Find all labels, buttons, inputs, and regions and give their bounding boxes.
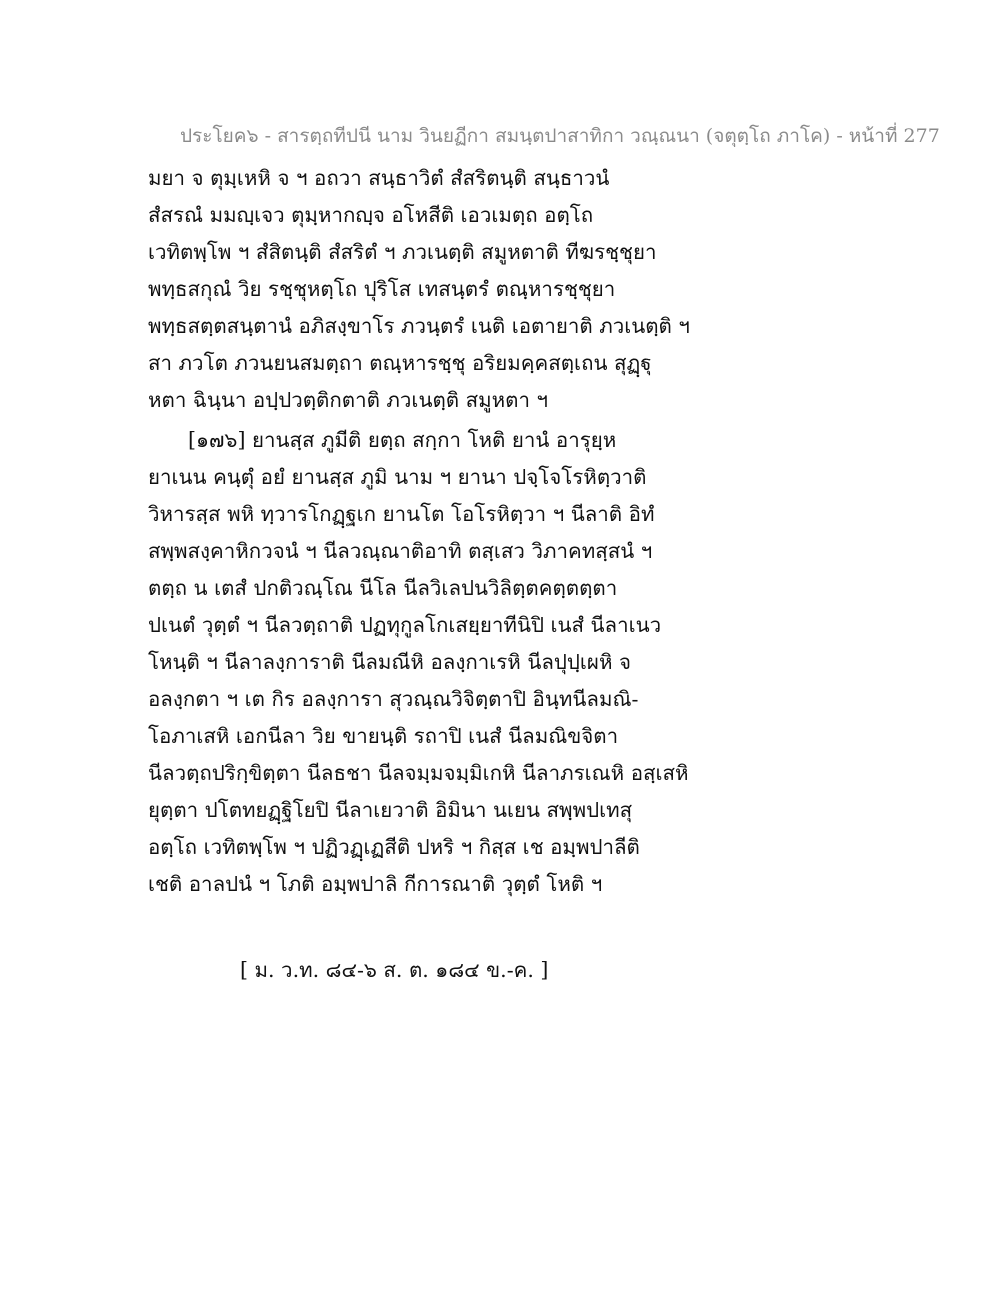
text-line: ปเนตํ วุตฺตํ ฯ นีลวตฺถาติ ปฏทุกูลโกเสยฺยาทีนิปิ เนสํ นีลาเนว — [148, 613, 662, 637]
text-line: โอภาเสหิ เอกนีลา วิย ขายนฺติ รถาปิ เนสํ นีลมณิขจิตา — [148, 724, 619, 748]
text-line: ยุตฺตา ปโตทยฏฺฐิโยปิ นีลาเยวาติ อิมินา นเยน สพฺพปเทสุ — [148, 798, 633, 822]
text-line: สพฺพสงฺคาหิกวจนํ ฯ นีลวณฺณาติอาทิ ตสฺเสว วิภาคทสฺสนํ ฯ — [148, 539, 653, 563]
reference-citation: [ ม. ว.ท. ๘๔-๖ ส. ต. ๑๘๔ ข.-ค. ] — [240, 958, 549, 982]
body-text — [148, 160, 690, 903]
text-line: นีลวตฺถปริกฺขิตฺตา นีลธชา นีลจมฺมจมฺมิเกหิ นีลาภรเณหิ อสฺเสหิ — [148, 761, 689, 785]
text-line: หตา ฉินฺนา อปฺปวตฺติกตาติ ภวเนตฺติ สมูหตา ฯ — [148, 388, 548, 412]
text-line: วิหารสฺส พหิ ทฺวารโกฏฺฐเก ยานโต โอโรหิตฺวา ฯ นีลาติ อิทํ — [148, 502, 655, 526]
text-line: อตฺโถ เวทิตพฺโพ ฯ ปฏิวฏฺเฏสีติ ปหริ ฯ กิสฺส เช อมฺพปาลีติ — [148, 835, 640, 859]
text-line: โหนฺติ ฯ นีลาลงฺการาติ นีลมณีหิ อลงฺกาเรหิ นีลปุปฺเผหิ จ — [148, 650, 631, 674]
text-line: เชติ อาลปนํ ฯ โภติ อมฺพปาลิ กีการณาติ วุตฺตํ โหติ ฯ — [148, 872, 603, 896]
text-line: สา ภวโต ภวนยนสมตฺถา ตณฺหารชฺชุ อริยมคฺคสตฺเถน สุฏฺฐุ — [148, 351, 652, 375]
text-line: เวทิตพฺโพ ฯ สํสิตนฺติ สํสริตํ ฯ ภวเนตฺติ สมูหตาติ ทีฆรชฺชุยา — [148, 240, 657, 264]
running-header: ประโยค๖ - สารตฺถทีปนี นาม วินยฏีกา สมนฺตปาสาทิกา วณฺณนา (จตุตฺโถ ภาโค) - หน้าที่ 277 — [180, 125, 940, 147]
text-line: สํสรณํ มมญฺเจว ตุมฺหากญฺจ อโหสีติ เอวเมตฺถ อตฺโถ — [148, 203, 594, 227]
text-line: พทฺธสกุณํ วิย รชฺชุหตฺโถ ปุริโส เทสนฺตรํ ตณฺหารชฺชุยา — [148, 277, 616, 301]
text-line: พทฺธสตฺตสนฺตานํ อภิสงฺขาโร ภวนฺตรํ เนติ เอตายาติ ภวเนตฺติ ฯ — [148, 314, 690, 338]
text-line: อลงฺกตา ฯ เต กิร อลงฺการา สุวณฺณวิจิตฺตาปิ อินฺทนีลมณิ- — [148, 687, 639, 711]
section-176-first-line: [๑๗๖] ยานสฺส ภูมีติ ยตฺถ สกฺกา โหติ ยานํ อารุยฺห — [188, 428, 617, 452]
text-line: มยา จ ตุมฺเหหิ จ ฯ อถวา สนฺธาวิตํ สํสริตนฺติ สนฺธาวนํ — [148, 166, 610, 190]
text-line: ตตฺถ น เตสํ ปกติวณฺโณ นีโล นีลวิเลปนวิลิตฺตคตฺตตฺตา — [148, 576, 618, 600]
text-line: ยาเนน คนฺตุํ อยํ ยานสฺส ภูมิ นาม ฯ ยานา ปจฺโจโรหิตฺวาติ — [148, 465, 647, 489]
